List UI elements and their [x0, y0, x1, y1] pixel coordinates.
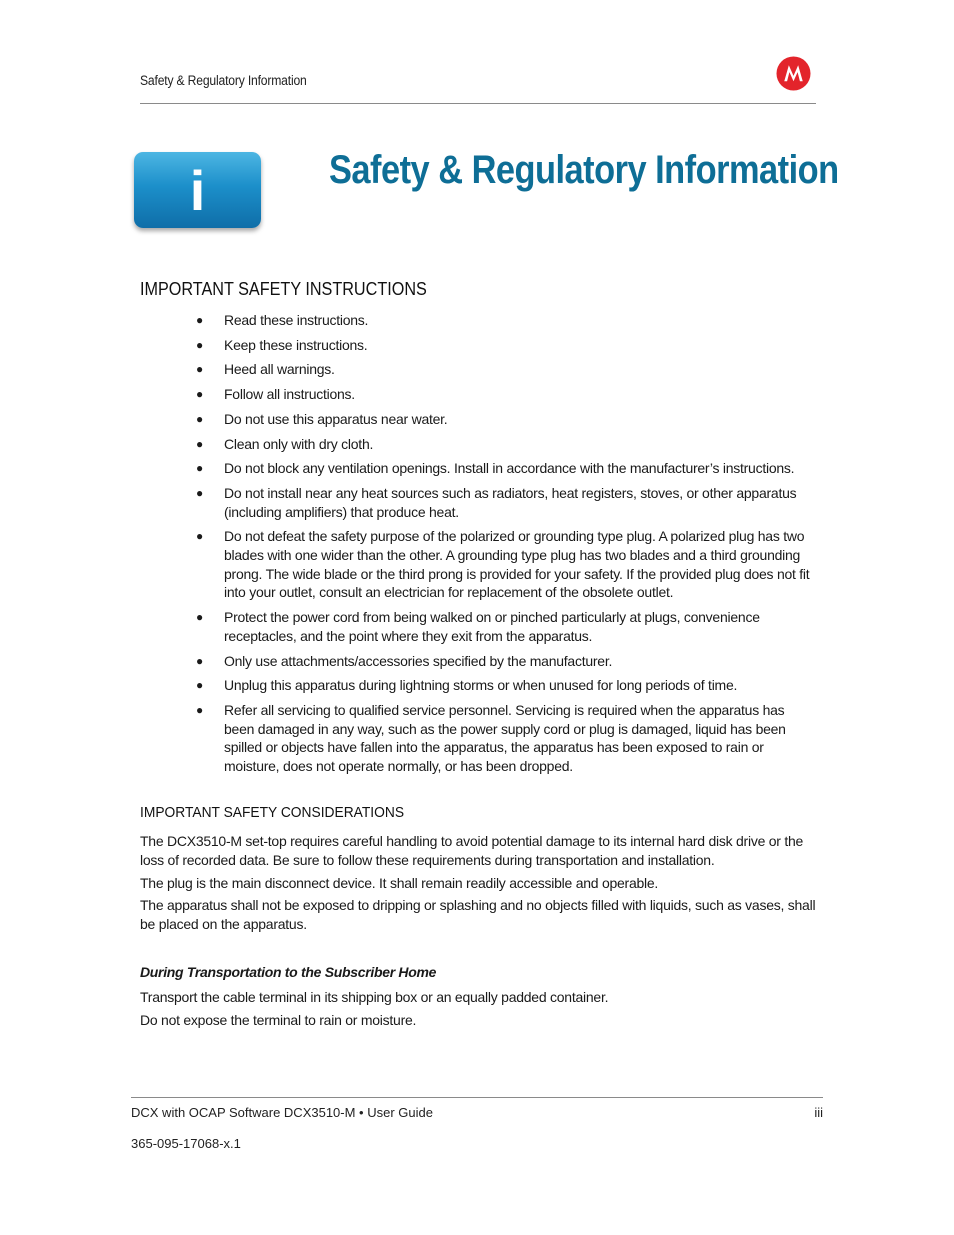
list-item: [196, 484, 816, 521]
motorola-logo-icon: [776, 56, 811, 91]
bullet-icon: ●: [196, 362, 203, 377]
bullet-icon: ●: [196, 529, 203, 544]
list-item-text: Follow all instructions.: [224, 386, 355, 403]
list-item-text: Refer all servicing to qualified service personnel. Servicing is required when the apparatus has been damaged in any way, such as the power supply cord or plug is damaged, liquid has been spilled or objects have fallen into the apparatus, the apparatus has been exposed to rain or moisture, does not operate normally, or has been dropped.: [224, 701, 786, 775]
list-item: [196, 435, 816, 454]
bullet-icon: ●: [196, 485, 203, 500]
bullet-icon: ●: [196, 411, 203, 426]
bullet-icon: ●: [196, 610, 203, 625]
bullet-icon: ●: [196, 387, 203, 402]
paragraph: Transport the cable terminal in its shipping box or an equally padded container.: [140, 989, 609, 1005]
list-item: [196, 360, 816, 379]
instructions-list: [196, 311, 816, 782]
transport-body: [140, 988, 816, 1034]
footer-divider: [131, 1097, 823, 1098]
list-item: [196, 676, 816, 695]
info-badge-glyph: i: [189, 159, 206, 222]
bullet-icon: ●: [196, 337, 203, 352]
list-item-text: Clean only with dry cloth.: [224, 435, 374, 452]
running-header-title: Safety & Regulatory Information: [140, 73, 307, 88]
list-item-text: Only use attachments/accessories specified by the manufacturer.: [224, 652, 613, 669]
considerations-heading: IMPORTANT SAFETY CONSIDERATIONS: [140, 804, 405, 821]
chapter-title: Safety & Regulatory Information: [329, 148, 839, 192]
list-item-text: Do not use this apparatus near water.: [224, 410, 448, 427]
list-item: [196, 410, 816, 429]
list-item: [196, 311, 816, 330]
list-item-text: Heed all warnings.: [224, 361, 335, 378]
considerations-body: [140, 832, 816, 938]
bullet-icon: ●: [196, 678, 203, 693]
list-item-text: Unplug this apparatus during lightning storms or when unused for long periods of time.: [224, 677, 738, 694]
paragraph: The apparatus shall not be exposed to dripping or splashing and no objects filled with liquids, such as vases, shall be placed on the apparatus.: [140, 897, 816, 933]
list-item-text: Protect the power cord from being walked on or pinched particularly at plugs, convenience receptacles, and the point where they exit from the apparatus.: [224, 609, 760, 644]
list-item-text: Do not block any ventilation openings. Install in accordance with the manufacturer’s instructions.: [224, 460, 795, 477]
paragraph: The plug is the main disconnect device. It shall remain readily accessible and operable.: [140, 874, 659, 891]
header-divider: [140, 103, 816, 104]
list-item: [196, 459, 816, 478]
bullet-icon: ●: [196, 653, 203, 668]
list-item: [196, 701, 816, 776]
list-item: [196, 385, 816, 404]
list-item-text: Keep these instructions.: [224, 336, 368, 353]
list-item: [196, 336, 816, 355]
list-item: [196, 652, 816, 671]
bullet-icon: ●: [196, 702, 203, 717]
paragraph: The DCX3510-M set-top requires careful handling to avoid potential damage to its internal hard disk drive or the loss of recorded data. Be sure to follow these requirements during transportation and installation.: [140, 833, 804, 868]
document-number: 365-095-17068-x.1: [131, 1136, 241, 1151]
list-item-text: Do not install near any heat sources such as radiators, heat registers, stoves, or other apparatus (including amplifiers) that produce heat.: [224, 484, 797, 520]
footer-title: DCX with OCAP Software DCX3510-M • User Guide: [131, 1105, 433, 1120]
list-item: [196, 608, 816, 645]
list-item-text: Do not defeat the safety purpose of the polarized or grounding type plug. A polarized plug has two blades with one wider than the other. A grounding type plug has two blades and a third grounding prong. The wide blade or the third prong is provided for your safety. If the provided plug does not fit into your outlet, consult an electrician for replacement of the obsolete outlet.: [224, 528, 810, 601]
page-number: iii: [814, 1105, 823, 1120]
bullet-icon: ●: [196, 461, 203, 476]
info-icon: [134, 152, 261, 228]
bullet-icon: ●: [196, 436, 203, 451]
list-item-text: Read these instructions.: [224, 312, 369, 328]
paragraph: Do not expose the terminal to rain or moisture.: [140, 1011, 417, 1028]
bullet-icon: ●: [196, 313, 203, 327]
transport-heading: During Transportation to the Subscriber Home: [140, 964, 437, 980]
instructions-heading: IMPORTANT SAFETY INSTRUCTIONS: [140, 279, 427, 299]
list-item: [196, 527, 816, 602]
